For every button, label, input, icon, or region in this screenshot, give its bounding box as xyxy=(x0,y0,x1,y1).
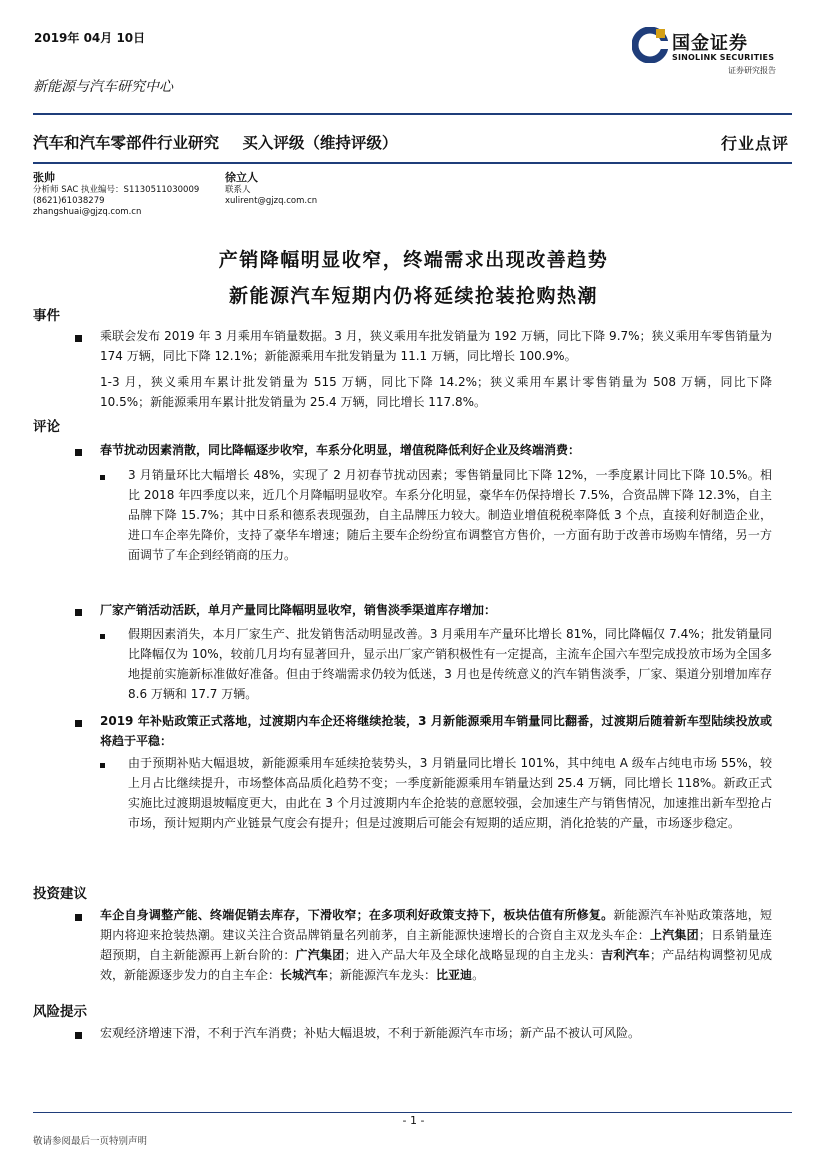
invest-text-2: ；日系销量连超预期，自主新能源再上新台阶的： xyxy=(100,928,772,962)
industry-title-bar xyxy=(33,131,415,153)
page-number: - 1 - xyxy=(402,1114,425,1127)
sub-bullet-icon xyxy=(100,475,105,480)
section-risk: 风险提示 xyxy=(33,1004,87,1020)
header-divider-bottom xyxy=(33,162,792,164)
footer-disclaimer: 敬请参阅最后一页特别声明 xyxy=(33,1136,148,1147)
sub-bullet-icon xyxy=(100,763,105,768)
logo-cn-name: 国金证券 xyxy=(672,33,748,54)
contact-email[interactable]: xulirent@gjzq.com.cn xyxy=(225,196,318,206)
bullet-icon xyxy=(75,335,82,342)
company-geely: 吉利汽车 xyxy=(601,948,650,962)
comment-point-1-title: 春节扰动因素消散，同比降幅逐步收窄，车系分化明显，增值税降低利好企业及终端消费： xyxy=(100,443,581,457)
event-paragraph-2: 1-3 月，狭义乘用车累计批发销量为 515 万辆，同比下降 14.2%；狭义乘用车累计零售销量为 508 万辆，同比下降 10.5%；新能源乘用车累计批发销量为 25.4 万辆，同比增长 117.8%。 xyxy=(100,375,772,409)
invest-text-6: 。 xyxy=(472,968,485,982)
headline-2: 新能源汽车短期内仍将延续抢装抢购热潮 xyxy=(228,285,598,307)
company-byd: 比亚迪 xyxy=(436,968,473,982)
industry-name: 汽车和汽车零部件行业研究 xyxy=(33,134,220,152)
contact-role: 联系人 xyxy=(225,185,251,195)
author-email[interactable]: zhangshuai@gjzq.com.cn xyxy=(33,207,142,217)
bullet-icon xyxy=(75,449,82,456)
invest-paragraph xyxy=(100,905,772,985)
contact-name: 徐立人 xyxy=(225,171,258,184)
company-gac: 广汽集团 xyxy=(295,948,345,962)
company-logo xyxy=(632,27,792,81)
comment-point-2-title: 厂家产销活动活跃，单月产量同比降幅明显收窄，销售淡季渠道库存增加： xyxy=(100,603,497,617)
invest-lead: 车企自身调整产能、终端促销去库存，下滑收窄；在多项利好政策支持下，板块估值有所修复。 xyxy=(100,908,614,922)
comment-point-2-body: 假期因素消失，本月厂家生产、批发销售活动明显改善。3 月乘用车产量环比增长 81%，同比降幅仅 7.4%；批发销量同比降幅仅为 10%，较前几月均有显著回升，显示出厂家产销积极性有一定提高，主流车企国六车型完成投放市场为全国多地提前实施新标准做好准备。但由于终端需求仍较为低迷，3 月也是传统意义的汽车销售淡季，厂家、渠道分别增加库存 8.6 万辆和 17.7 万辆。 xyxy=(128,627,772,701)
risk-paragraph: 宏观经济增速下滑，不利于汽车消费；补贴大幅退坡，不利于新能源汽车市场；新产品不被认可风险。 xyxy=(100,1026,641,1040)
section-invest: 投资建议 xyxy=(33,886,87,902)
bullet-icon xyxy=(75,1032,82,1039)
company-saic: 上汽集团 xyxy=(649,928,699,942)
comment-point-3-body: 由于预期补贴大幅退坡，新能源乘用车延续抢装势头，3 月销量同比增长 101%，其中纯电 A 级车占纯电市场 55%，较上月占比继续提升，市场整体高品质化趋势不变；一季度新能源乘用车销量达到 25.4 万辆，同比增长 118%。新政正式实施比过渡期退坡幅度更大，由此在 3 个月过渡期内车企抢装的意愿较强，会加速生产与销售情况，加速推出新车型抢占市场，预计短期内产业链景气度会有提升；但是过渡期后可能会有短期的适应期，消化抢装的产量，市场逐步稳定。 xyxy=(128,756,772,830)
author-name: 张帅 xyxy=(33,171,55,184)
bullet-icon xyxy=(75,914,82,921)
section-event: 事件 xyxy=(33,308,60,324)
comment-point-1-body: 3 月销量环比大幅增长 48%，实现了 2 月初春节扰动因素；零售销量同比下降 12%，一季度累计同比下降 10.5%。相比 2018 年四季度以来，近几个月降幅明显收窄。车系分化明显，豪华车仍保持增长 7.5%，合资品牌下降 12.3%，自主品牌下降 15.7%；其中日系和德系表现强劲，自主品牌压力较大。制造业增值税税率降低 3 个点，直接利好制造企业，进口车企率先降价，支持了豪华车增速；随后主要车企纷纷宣布调整官方售价，一方面有助于改善市场购车情绪，另一方面调节了车企到经销商的压力。 xyxy=(128,468,772,562)
author-phone: (8621)61038279 xyxy=(33,196,105,206)
invest-text-1: 新能源汽车补贴政策落地，短期内将迎来抢装热潮。建议关注合资品牌销量名列前茅，自主新能源快速增长的合资自主双龙头车企： xyxy=(100,908,772,942)
event-paragraph-1: 乘联会发布 2019 年 3 月乘用车销量数据。3 月，狭义乘用车批发销量为 192 万辆，同比下降 9.7%；狭义乘用车零售销量为 174 万辆，同比下降 12.1%；新能源乘用车批发销量为 11.1 万辆，同比增长 100.9%。 xyxy=(100,329,772,363)
contact-block xyxy=(225,172,317,207)
report-type: 行业点评 xyxy=(720,134,789,153)
section-comment: 评论 xyxy=(33,419,60,435)
research-center: 新能源与汽车研究中心 xyxy=(33,79,173,95)
invest-text-4: ；产品结构调整初见成效，新能源逐步发力的自主车企： xyxy=(100,948,772,982)
author-sac: 分析师 SAC 执业编号：S1130511030009 xyxy=(33,185,200,195)
footer-divider xyxy=(33,1112,792,1113)
report-date: 2019年 04月 10日 xyxy=(34,31,146,45)
comment-point-3-title: 2019 年补贴政策正式落地，过渡期内车企还将继续抢装，3 月新能源乘用车销量同比翻番，过渡期后随着新车型陆续投放或将趋于平稳： xyxy=(100,714,772,748)
bullet-icon xyxy=(75,720,82,727)
headline-1: 产销降幅明显收窄，终端需求出现改善趋势 xyxy=(218,249,609,271)
logo-subtitle: 证券研究报告 xyxy=(728,66,776,75)
header-divider-top xyxy=(33,113,792,115)
company-great-wall: 长城汽车 xyxy=(280,968,329,982)
invest-text-5: ；新能源汽车龙头： xyxy=(328,968,437,982)
invest-text-3: ；进入产品大年及全球化战略显现的自主龙头： xyxy=(344,948,602,962)
sinolink-logo-icon xyxy=(632,27,668,63)
author-block xyxy=(33,172,199,218)
bullet-icon xyxy=(75,609,82,616)
logo-en-name: SINOLINK SECURITIES xyxy=(672,53,775,62)
sub-bullet-icon xyxy=(100,634,105,639)
rating: 买入评级（维持评级） xyxy=(242,134,398,152)
